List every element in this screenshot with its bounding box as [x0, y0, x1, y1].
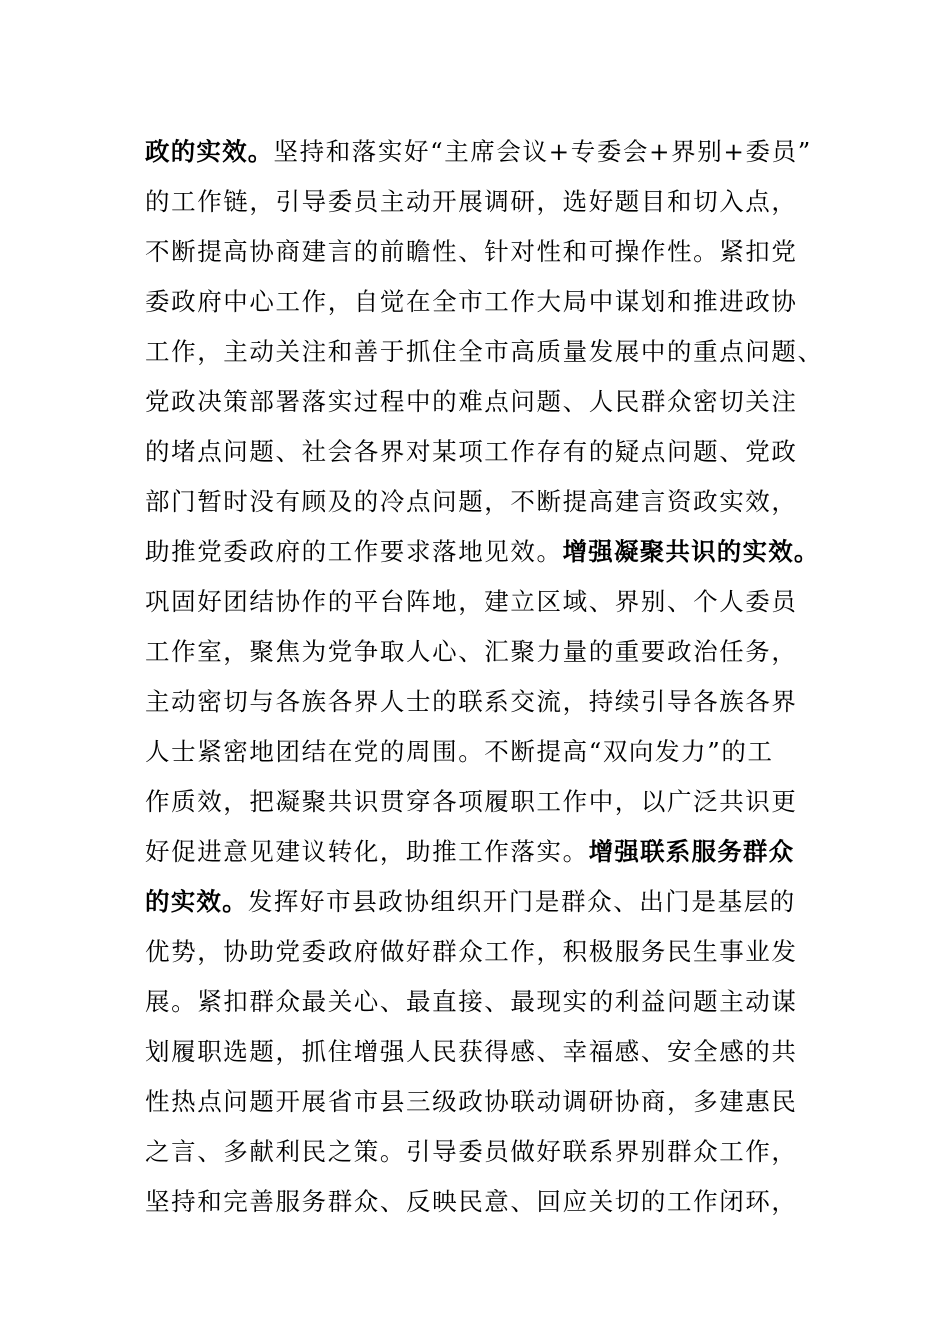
line-text: 工作，主动关注和善于抓住全市高质量发展中的重点问题、	[145, 337, 824, 366]
line-text: 部门暂时没有顾及的冷点问题，不断提高建言资政实效，	[145, 487, 798, 516]
line-text: 发挥好市县政协组织开门是群众、出门是基层的	[247, 887, 796, 916]
text-line-22	[145, 1177, 845, 1227]
line-text: 助推党委政府的工作要求落地见效。	[145, 537, 563, 566]
text-line-1	[145, 127, 845, 177]
body-text	[145, 127, 845, 1227]
line-text: 不断提高协商建言的前瞻性、针对性和可操作性。紧扣党	[145, 237, 798, 266]
line-text: 主动密切与各族各界人士的联系交流，持续引导各族各界	[145, 687, 798, 716]
line-text: 坚持和落实好“主席会议+专委会+界别+委员”	[273, 137, 812, 166]
text-line-3	[145, 227, 845, 277]
text-line-19	[145, 1027, 845, 1077]
text-line-18	[145, 977, 845, 1027]
text-line-9	[145, 527, 845, 577]
text-line-8	[145, 477, 845, 527]
line-text: 划履职选题，抓住增强人民获得感、幸福感、安全感的共	[145, 1037, 798, 1066]
bold-heading: 增强联系服务群众	[588, 837, 795, 866]
line-text: 性热点问题开展省市县三级政协联动调研协商，多建惠民	[145, 1087, 798, 1116]
line-text: 优势，协助党委政府做好群众工作，积极服务民生事业发	[145, 937, 798, 966]
line-text: 作质效，把凝聚共识贯穿各项履职工作中，以广泛共识更	[145, 787, 798, 816]
text-line-17	[145, 927, 845, 977]
line-text: 坚持和完善服务群众、反映民意、回应关切的工作闭环，	[145, 1187, 798, 1216]
text-line-7	[145, 427, 845, 477]
line-text: 之言、多献利民之策。引导委员做好联系界别群众工作，	[145, 1137, 798, 1166]
line-text: 的工作链，引导委员主动开展调研，选好题目和切入点，	[145, 187, 798, 216]
bold-heading: 增强凝聚共识的实效。	[562, 537, 820, 566]
line-text: 的堵点问题、社会各界对某项工作存有的疑点问题、党政	[145, 437, 798, 466]
bold-heading: 政的实效。	[145, 137, 274, 166]
bold-heading: 的实效。	[145, 887, 248, 916]
line-text: 巩固好团结协作的平台阵地，建立区域、界别、个人委员	[145, 587, 798, 616]
text-line-16	[145, 877, 845, 927]
text-line-12	[145, 677, 845, 727]
line-text: 党政决策部署落实过程中的难点问题、人民群众密切关注	[145, 387, 798, 416]
text-line-15	[145, 827, 845, 877]
text-line-5	[145, 327, 845, 377]
line-text: 人士紧密地团结在党的周围。不断提高“双向发力”的工	[145, 737, 774, 766]
line-text: 好促进意见建议转化，助推工作落实。	[145, 837, 589, 866]
text-line-2	[145, 177, 845, 227]
line-text: 展。紧扣群众最关心、最直接、最现实的利益问题主动谋	[145, 987, 798, 1016]
text-line-4	[145, 277, 845, 327]
text-line-21	[145, 1127, 845, 1177]
text-line-10	[145, 577, 845, 627]
line-text: 工作室，聚焦为党争取人心、汇聚力量的重要政治任务，	[145, 637, 798, 666]
text-line-13	[145, 727, 845, 777]
text-line-6	[145, 377, 845, 427]
line-text: 委政府中心工作，自觉在全市工作大局中谋划和推进政协	[145, 287, 798, 316]
text-line-20	[145, 1077, 845, 1127]
text-line-11	[145, 627, 845, 677]
text-line-14	[145, 777, 845, 827]
